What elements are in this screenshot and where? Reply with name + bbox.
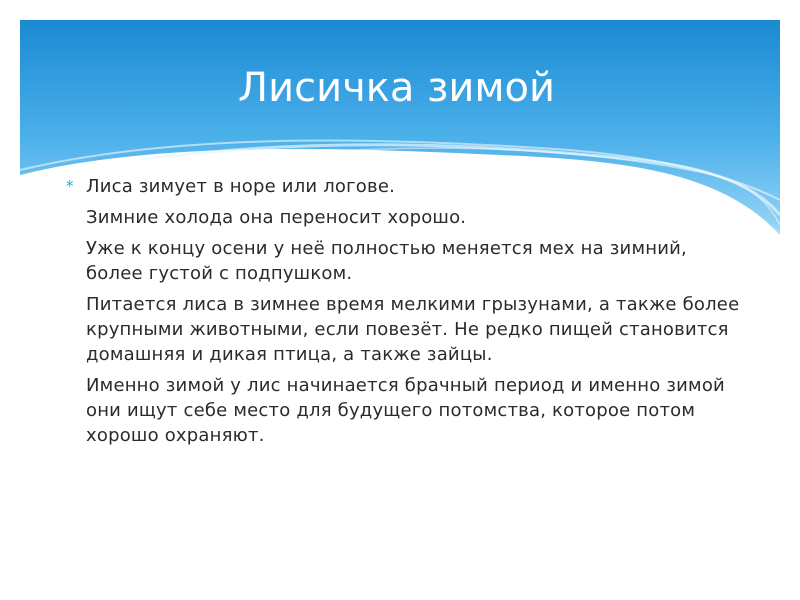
paragraph-1-text: Лиса зимует в норе или логове. xyxy=(86,176,396,197)
slide-body xyxy=(66,174,746,454)
paragraph-1 xyxy=(64,174,746,199)
paragraph-5: Именно зимой у лис начинается брачный период и именно зимой они ищут себе место для будущего потомства, которое потом хорошо охраняют. xyxy=(86,375,725,446)
slide-title: Лисичка зимой xyxy=(238,65,555,111)
bullet-marker: * xyxy=(66,177,74,195)
paragraph-4: Питается лиса в зимнее время мелкими грызунами, а также более крупными животными, если повезёт. Не редко пищей становится домашняя и дикая птица, а также зайцы. xyxy=(86,294,740,365)
paragraph-2: Зимние холода она переносит хорошо. xyxy=(86,207,467,228)
paragraph-3: Уже к концу осени у неё полностью меняется мех на зимний, более густой с подпушком. xyxy=(86,238,687,284)
